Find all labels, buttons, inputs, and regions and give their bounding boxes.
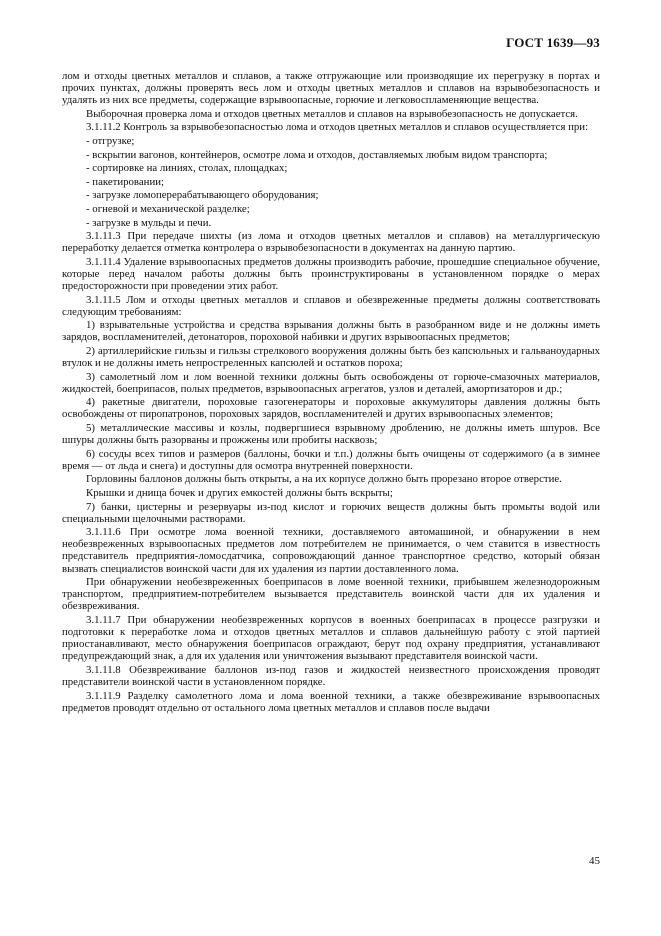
paragraph: 3.1.11.3 При передаче шихты (из лома и отходов цветных металлов и сплавов) на металлургическую переработку делается отметка контролера о взрывобезопасности в документах на данную партию. (62, 230, 600, 255)
paragraph: 5) металлические массивы и козлы, подвергшиеся взрывному дроблению, не должны иметь шпуров. Все шпуры должны быть разорваны и прожжены или пробиты насквозь; (62, 422, 600, 447)
paragraph: - загрузке ломоперерабатывающего оборудования; (86, 189, 319, 202)
page-number: 45 (589, 855, 600, 867)
paragraph: - вскрытии вагонов, контейнеров, осмотре лома и отходов, доставляемых любым видом транспорта; (86, 148, 548, 161)
paragraph: 3) самолетный лом и лом военной техники должны быть освобождены от горюче-смазочных материалов, жидкостей, боеприпасов, полых предметов, взрывоопасных агрегатов, узлов и деталей, амортизаторов и др.; (62, 370, 600, 395)
paragraph: 3.1.11.7 При обнаружении необезвреженных корпусов в военных боеприпасах в процессе разгрузки и подготовки к переработке лома и отходов цветных металлов и сплавов дальнейшую работу с этой партией приостанавливают, место обнаружения боеприпасов ограждают, берут под охрану предприятия, устанавливают предупреждающий знак, а для их удаления или уничтожения вызывают представителя воинской части. (62, 613, 600, 663)
paragraph: 3.1.11.4 Удаление взрывоопасных предметов должны производить рабочие, прошедшие специальное обучение, которые перед началом работы должны быть проинструктированы в установленном порядке о мерах предосторожности при проведении этих работ. (62, 255, 600, 292)
paragraph: 3.1.11.2 Контроль за взрывобезопасностью лома и отходов цветных металлов и сплавов осуществляется при: (86, 121, 589, 134)
document-body (62, 70, 600, 715)
paragraph: 6) сосуды всех типов и размеров (баллоны, бочки и т.п.) должны быть очищены от содержимого (а в зимнее время — от льда и снега) и доступны для осмотра внутренней поверхности. (62, 447, 600, 472)
paragraph: - пакетировании; (86, 175, 165, 188)
paragraph: Крышки и днища бочек и других емкостей должны быть вскрыты; (86, 487, 393, 499)
paragraph: 4) ракетные двигатели, пороховые газогенераторы и пороховые аккумуляторы давления должны быть освобождены от пиропатронов, пороховых зарядов, воспламенителей и других взрывоопасных элементов; (62, 396, 600, 421)
paragraph: лом и отходы цветных металлов и сплавов, а также отгружающие или производящие их перегрузку в портах и прочих пунктах, должны проверять весь лом и отходы цветных металлов и сплавов на взрывобезопасность и удалять из них все предметы, содержащие взрывоопасные, горючие и легковоспламеняющие вещества. (62, 70, 600, 107)
paragraph: - загрузке в мульды и печи. (86, 216, 212, 229)
paragraph: 2) артиллерийские гильзы и гильзы стрелкового вооружения должны быть без капсюльных и гальваноударных втулок и не должны иметь непростреленных капсюлей и остатков пороха; (62, 344, 600, 370)
paragraph: - огневой и механической разделке; (86, 202, 250, 215)
paragraph: 3.1.11.8 Обезвреживание баллонов из-под газов и жидкостей неизвестного происхождения проводят представители воинской части в установленном порядке. (62, 663, 600, 688)
paragraph: 1) взрывательные устройства и средства взрывания должны быть в разобранном виде и не должны иметь зарядов, воспламенителей, детонаторов, пороховой набивки и других взрывоопасных предметов; (62, 319, 600, 344)
paragraph: - сортировке на линиях, столах, площадках; (86, 162, 288, 175)
paragraph: 7) банки, цистерны и резервуары из-под кислот и горючих веществ должны быть промыты водой или специальными щелочными растворами. (62, 500, 600, 525)
paragraph: При обнаружении необезвреженных боеприпасов в ломе военной техники, прибывшем железнодорожным транспортом, предприятием-потребителем вызывается представитель воинской части для их удаления и обезвреживания. (62, 576, 600, 613)
paragraph: 3.1.11.9 Разделку самолетного лома и лома военной техники, а также обезвреживание взрывоопасных предметов проводят отдельно от остального лома цветных металлов и сплавов после выдачи (62, 689, 600, 714)
paragraph: Выборочная проверка лома и отходов цветных металлов и сплавов на взрывобезопасность не допускается. (86, 107, 578, 120)
document-header: ГОСТ 1639—93 (506, 35, 600, 50)
paragraph: 3.1.11.5 Лом и отходы цветных металлов и сплавов и обезвреженные предметы должны соответствовать следующим требованиям: (62, 293, 600, 318)
paragraph: Горловины баллонов должны быть открыты, а на их корпусе должно быть прорезано второе отверстие. (86, 473, 562, 486)
paragraph: 3.1.11.6 При осмотре лома военной техники, доставляемого автомашиной, и обнаружении в нем необезвреженных взрывоопасных предметов лом потребителем не принимается, о чем ставится в известность представитель предприятия-ломосдатчика, сопровождающий данное транспортное средство, который обязан вызвать специалистов воинской части для их удаления из партии доставленного лома. (62, 526, 600, 575)
paragraph: - отгрузке; (86, 134, 135, 147)
